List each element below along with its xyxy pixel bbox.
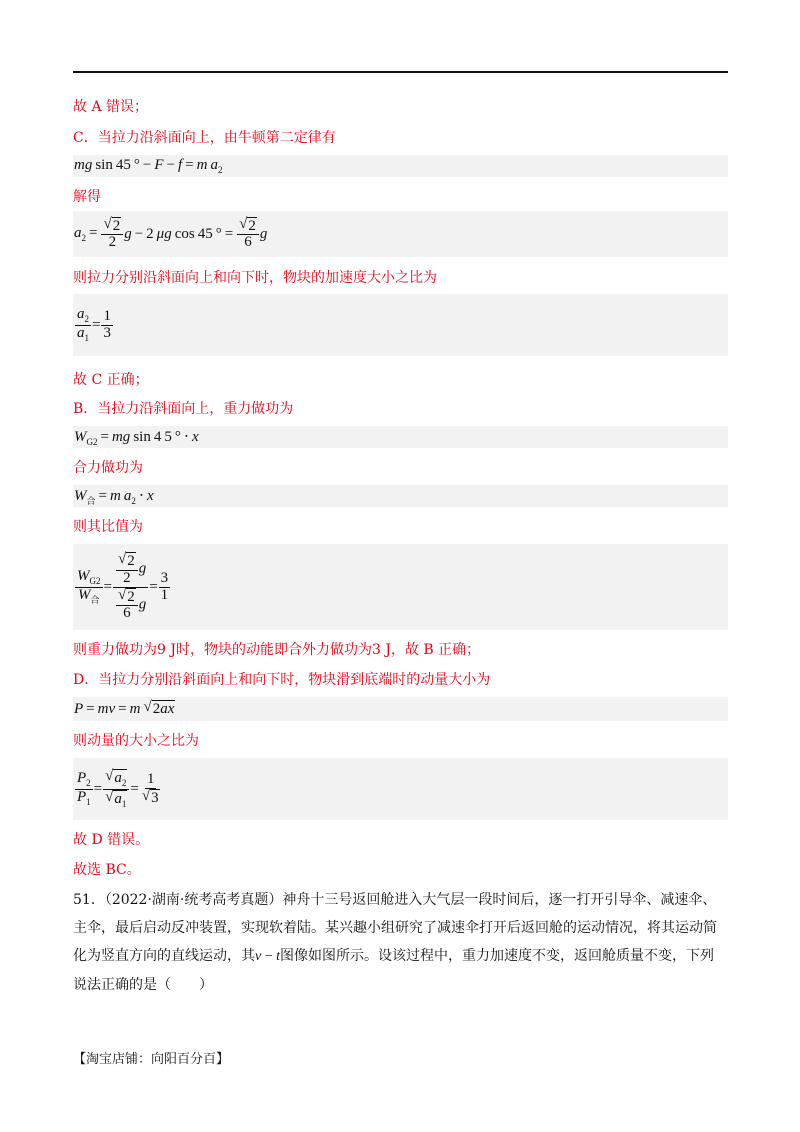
text-net-work: 合力做功为 bbox=[73, 460, 143, 476]
equation-momentum-ratio: $\frac{P_2}{P_1}$ = √ $a_2$ √ $a_1$ = 1 √ 3 bbox=[73, 758, 728, 820]
equation-newton-second-law: mg sin 45 ° − F − f = m $a_2$ bbox=[73, 155, 728, 177]
equation-acceleration-ratio: $\frac{a_2}{a_1}$ = $\frac{1}{3}$ bbox=[73, 294, 728, 356]
footer-shop: 【淘宝店铺：向阳百分百】 bbox=[73, 1052, 230, 1067]
text-answer: 故选 BC。 bbox=[73, 862, 141, 878]
question-line-2: 主伞，最后启动反冲装置，实现软着陆。某兴趣小组研究了减速伞打开后返回舱的运动情况，将其运动简 bbox=[73, 920, 717, 936]
question-line-3: 化为竖直方向的直线运动，其v − t图像如图所示。设该过程中，重力加速度不变，返回舱质量不变，下列 bbox=[73, 948, 715, 964]
text-c-intro: C．当拉力沿斜面向上，由牛顿第二定律有 bbox=[73, 130, 336, 146]
equation-momentum: P = mv = m √ 2ax bbox=[73, 697, 728, 721]
text-jie-de: 解得 bbox=[73, 189, 101, 205]
text-b-intro: B．当拉力沿斜面向上，重力做功为 bbox=[73, 401, 294, 417]
vt-symbol: v bbox=[255, 949, 262, 964]
text-ratio-intro: 则拉力分别沿斜面向上和向下时，物块的加速度大小之比为 bbox=[73, 270, 437, 286]
question-line-4: 说法正确的是（ ） bbox=[73, 977, 213, 993]
text-c-right: 故 C 正确； bbox=[73, 372, 149, 388]
equation-work-ratio: $\frac{W_{G2}}{W_合}$ = √ 2 2 g √ 2 6 g = $\frac{3}{1}$ bbox=[73, 544, 728, 630]
question-line-3b: 图像如图所示。设该过程中，重力加速度不变，返回舱质量不变，下列 bbox=[280, 948, 715, 964]
text-ratio-value: 则其比值为 bbox=[73, 519, 143, 535]
question-51 bbox=[73, 886, 733, 999]
equation-gravity-work: $W_{G2}$ = mg sin 4 5 ° ⋅ x bbox=[73, 426, 728, 448]
header-rule bbox=[73, 71, 728, 73]
text-a-wrong: 故 A 错误； bbox=[73, 99, 149, 115]
question-line-1: 51．（2022·湖南·统考高考真题）神舟十三号返回舱进入大气层一段时间后，逐一打开引导伞、减速伞、 bbox=[73, 892, 717, 908]
equation-net-work: $W_合 = m$ $a_2 \cdot x$ bbox=[73, 485, 728, 507]
equation-a2: $a_2$ = √ 2 2 g − 2 μg cos 45 ° = √ 2 6 g bbox=[73, 211, 728, 257]
text-d-intro: D．当拉力分别沿斜面向上和向下时，物块滑到底端时的动量大小为 bbox=[73, 672, 491, 688]
text-d-wrong: 故 D 错误。 bbox=[73, 832, 150, 848]
text-b-conclusion: 则重力做功为9 J时，物块的动能即合外力做功为3 J，故 B 正确； bbox=[73, 642, 481, 658]
text-momentum-ratio: 则动量的大小之比为 bbox=[73, 733, 199, 749]
question-line-3a: 化为竖直方向的直线运动，其 bbox=[73, 948, 255, 964]
